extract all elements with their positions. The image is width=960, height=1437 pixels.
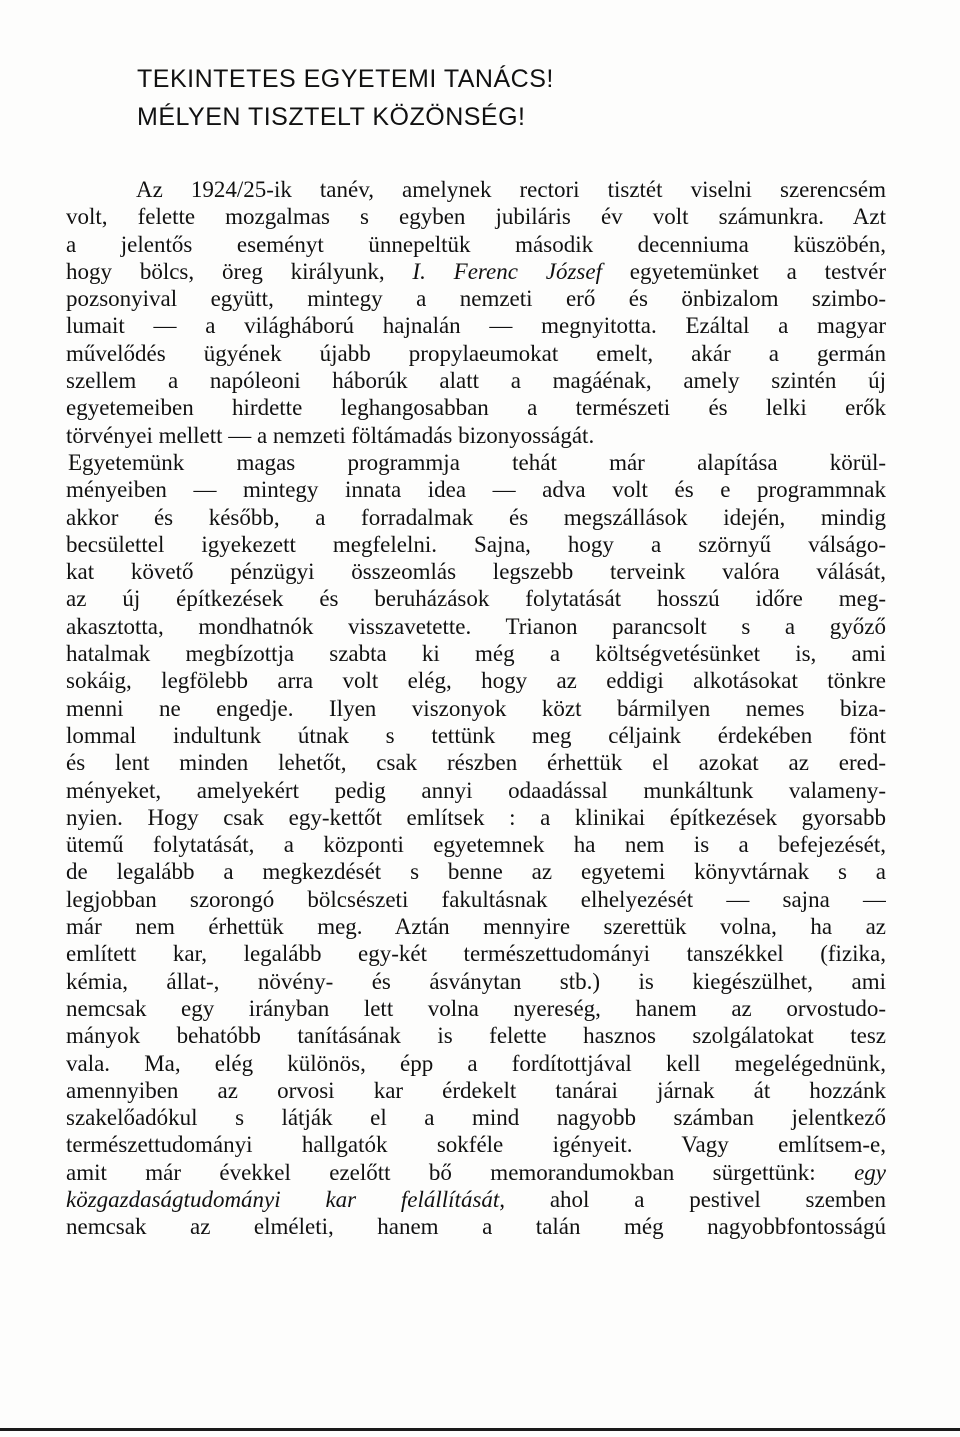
- text-line: [66, 1159, 886, 1186]
- text-line: [66, 804, 886, 831]
- text-segment: menni ne engedje. Ilyen viszonyok közt bármilyen nemes biza-: [66, 695, 886, 721]
- text-segment: vala. Ma, elég különös, épp a fordítottjával kell megelégednünk,: [66, 1050, 886, 1076]
- text-line: [66, 613, 886, 640]
- text-segment: lumait — a világháború hajnalán — megnyitotta. Ezáltal a magyar: [66, 313, 886, 339]
- text-segment: Egyetemünk magas programmja tehát már alapítása körül-: [68, 449, 886, 475]
- text-line: [66, 831, 886, 858]
- text-line: [66, 422, 886, 449]
- text-segment: volt, felette mozgalmas s egyben jubiláris év volt számunkra. Azt: [66, 204, 886, 230]
- body-text: [66, 176, 886, 1241]
- text-line: [66, 585, 886, 612]
- text-line: [66, 886, 886, 913]
- text-segment: ahol a pestivel szemben: [505, 1186, 886, 1212]
- text-line: [66, 176, 886, 203]
- italic-text: egy: [854, 1159, 886, 1185]
- text-segment: már nem érhettük meg. Aztán mennyire szerettük volna, ha az: [66, 914, 886, 940]
- text-line: [66, 476, 886, 503]
- text-segment: hatalmak megbízottja szabta ki még a költségvetésünket is, ami: [66, 641, 886, 667]
- text-segment: ményeiben — mintegy innata idea — adva volt és e programmnak: [66, 477, 886, 503]
- text-line: [66, 749, 886, 776]
- text-segment: pozsonyival együtt, mintegy a nemzeti erő és önbizalom szimbo-: [66, 286, 886, 312]
- text-segment: és lent minden lehetőt, csak részben érhettük el azokat az ered-: [66, 750, 886, 776]
- italic-text: I. Ferenc József: [412, 258, 602, 284]
- text-line: [66, 913, 886, 940]
- text-segment: lommal indultunk útnak s tettünk meg céljaink érdekében fönt: [66, 722, 886, 748]
- text-line: [66, 1050, 886, 1077]
- text-line: [66, 995, 886, 1022]
- text-segment: természettudományi hallgatók sokféle igényeit. Vagy említsem-e,: [66, 1132, 886, 1158]
- text-segment: de legalább a megkezdését s benne az egyetemi könyvtárnak s a: [66, 859, 886, 885]
- text-segment: ütemű folytatását, a központi egyetemnek ha nem is a befejezését,: [66, 832, 886, 858]
- text-segment: becsülettel igyekezett megfelelni. Sajna, hogy a szörnyű válságo-: [66, 531, 886, 557]
- text-line: [66, 285, 886, 312]
- text-segment: az új építkezések és beruházások folytatását hosszú időre meg-: [66, 586, 886, 612]
- text-line: [66, 367, 886, 394]
- text-segment: szellem a napóleoni háborúk alatt a magáénak, amely szintén új: [66, 368, 886, 394]
- text-segment: kat követő pénzügyi összeomlás legszebb terveink valóra válását,: [66, 559, 886, 585]
- text-line: [66, 449, 886, 476]
- text-segment: nemcsak az elméleti, hanem a talán még nagyobbfontosságú: [66, 1214, 886, 1240]
- heading-address-council: TEKINTETES EGYETEMI TANÁCS!: [137, 65, 554, 93]
- bottom-rule: [0, 1428, 960, 1431]
- text-segment: Az 1924/25-ik tanév, amelynek rectori tisztét viselni szerencsém: [136, 177, 886, 202]
- text-segment: legjobban szorongó bölcsészeti fakultásnak elhelyezését — sajna —: [66, 886, 886, 912]
- text-line: [66, 1077, 886, 1104]
- text-line: [66, 858, 886, 885]
- text-segment: törvényei mellett — a nemzeti föltámadás bizonyosságát.: [66, 422, 595, 448]
- text-line: [66, 968, 886, 995]
- italic-text: közgazdaságtudományi kar felállítását,: [66, 1186, 506, 1212]
- text-line: [66, 504, 886, 531]
- text-segment: sokáig, legfölebb arra volt elég, hogy az eddigi alkotásokat tönkre: [66, 668, 886, 694]
- text-segment: ményeket, amelyekért pedig annyi odaadással munkáltunk valameny-: [66, 777, 886, 803]
- text-segment: egyetemünket a testvér: [601, 258, 886, 284]
- text-segment: a jelentős eseményt ünnepeltük második decenniuma küszöbén,: [66, 231, 886, 257]
- text-line: [66, 695, 886, 722]
- text-line: [66, 394, 886, 421]
- text-segment: kémia, állat-, növény- és ásványtan stb.) is kiegészülhet, ami: [66, 968, 886, 994]
- text-segment: hogy bölcs, öreg királyunk,: [66, 258, 413, 284]
- heading-address-audience: MÉLYEN TISZTELT KÖZÖNSÉG!: [137, 103, 526, 131]
- text-segment: akasztotta, mondhatnók visszavetette. Trianon parancsolt s a győző: [66, 613, 886, 639]
- text-line: [66, 667, 886, 694]
- text-line: [66, 940, 886, 967]
- text-segment: akkor és később, a forradalmak és megszállások idején, mindig: [66, 504, 886, 530]
- text-segment: említett kar, legalább egy-két természettudományi tanszékkel (fizika,: [66, 941, 886, 967]
- text-line: [66, 558, 886, 585]
- text-segment: mányok behatóbb tanításának is felette hasznos szolgálatokat tesz: [66, 1023, 886, 1049]
- text-segment: szakelőadókul s látják el a mind nagyobb számban jelentkező: [66, 1105, 886, 1131]
- text-segment: amit már évekkel ezelőtt bő memorandumokban sürgettünk:: [66, 1159, 855, 1185]
- text-line: [66, 1213, 886, 1240]
- text-line: [66, 231, 886, 258]
- text-line: [66, 1104, 886, 1131]
- text-line: [66, 1022, 886, 1049]
- text-segment: nyien. Hogy csak egy-kettőt említsek : a klinikai építkezések gyorsabb: [66, 804, 886, 830]
- text-line: [66, 312, 886, 339]
- text-segment: nemcsak egy irányban lett volna nyereség, hanem az orvostudo-: [66, 995, 886, 1021]
- text-line: [66, 203, 886, 230]
- text-line: [66, 640, 886, 667]
- text-line: [66, 531, 886, 558]
- text-line: [66, 722, 886, 749]
- text-line: [66, 1186, 886, 1213]
- text-line: [66, 340, 886, 367]
- text-segment: művelődés ügyének újabb propylaeumokat emelt, akár a germán: [66, 340, 886, 366]
- text-segment: amennyiben az orvosi kar érdekelt tanárai járnak át hozzánk: [66, 1077, 886, 1103]
- text-segment: egyetemeiben hirdette leghangosabban a természeti és lelki erők: [66, 395, 886, 421]
- text-line: [66, 1131, 886, 1158]
- text-line: [66, 258, 886, 285]
- text-line: [66, 777, 886, 804]
